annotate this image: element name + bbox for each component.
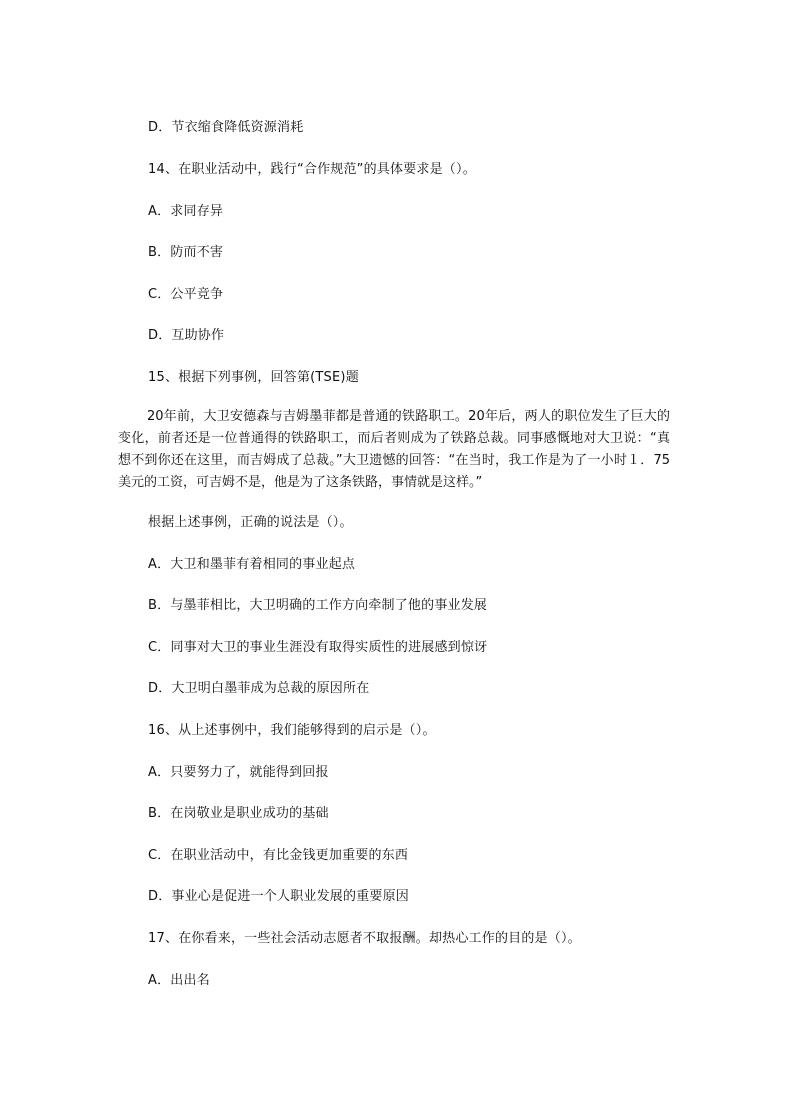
q15-passage: 20年前，大卫安德森与吉姆墨菲都是普通的铁路职工。20年后，两人的职位发生了巨大的变化，前者还是一位普通得的铁路职工，而后者则成为了铁路总裁。同事感慨地对大卫说：“真想不到你还在这里，而吉姆成了总裁。”大卫遗憾的回答：“在当时，我工作是为了一小时１．75美元的工资，可吉姆不是，他是为了这条铁路，事情就是这样。” bbox=[118, 409, 670, 490]
q17-option-a: A．出出名 bbox=[148, 973, 210, 988]
q15-option-a: A．大卫和墨菲有着相同的事业起点 bbox=[148, 557, 356, 572]
q15-option-c: C．同事对大卫的事业生涯没有取得实质性的进展感到惊讶 bbox=[148, 640, 488, 655]
q17-stem: 17、在你看来，一些社会活动志愿者不取报酬。却热心工作的目的是（）。 bbox=[148, 931, 581, 946]
q16-option-a: A．只要努力了，就能得到回报 bbox=[148, 765, 329, 780]
q15-stem: 15、根据下列事例，回答第(TSE)题 bbox=[148, 370, 359, 385]
q14-option-a: A．求同存异 bbox=[148, 204, 224, 219]
q14-option-b: B．防而不害 bbox=[148, 245, 224, 260]
q14-option-c: C．公平竞争 bbox=[148, 287, 224, 302]
q15-option-b: B．与墨菲相比，大卫明确的工作方向牵制了他的事业发展 bbox=[148, 598, 488, 613]
q16-option-b: B．在岗敬业是职业成功的基础 bbox=[148, 806, 329, 821]
q16-option-d: D．事业心是促进一个人职业发展的重要原因 bbox=[148, 889, 410, 904]
q15-option-d: D．大卫明白墨菲成为总裁的原因所在 bbox=[148, 681, 370, 696]
q15-question: 根据上述事例，正确的说法是（）。 bbox=[148, 515, 353, 530]
q16-stem: 16、从上述事例中，我们能够得到的启示是（）。 bbox=[148, 723, 436, 738]
q14-option-d: D．互助协作 bbox=[148, 328, 225, 343]
q16-option-c: C．在职业活动中，有比金钱更加重要的东西 bbox=[148, 848, 409, 863]
q13-option-d: D．节衣缩食降低资源消耗 bbox=[148, 120, 304, 135]
q14-stem: 14、在职业活动中，践行“合作规范”的具体要求是（）。 bbox=[148, 162, 476, 177]
